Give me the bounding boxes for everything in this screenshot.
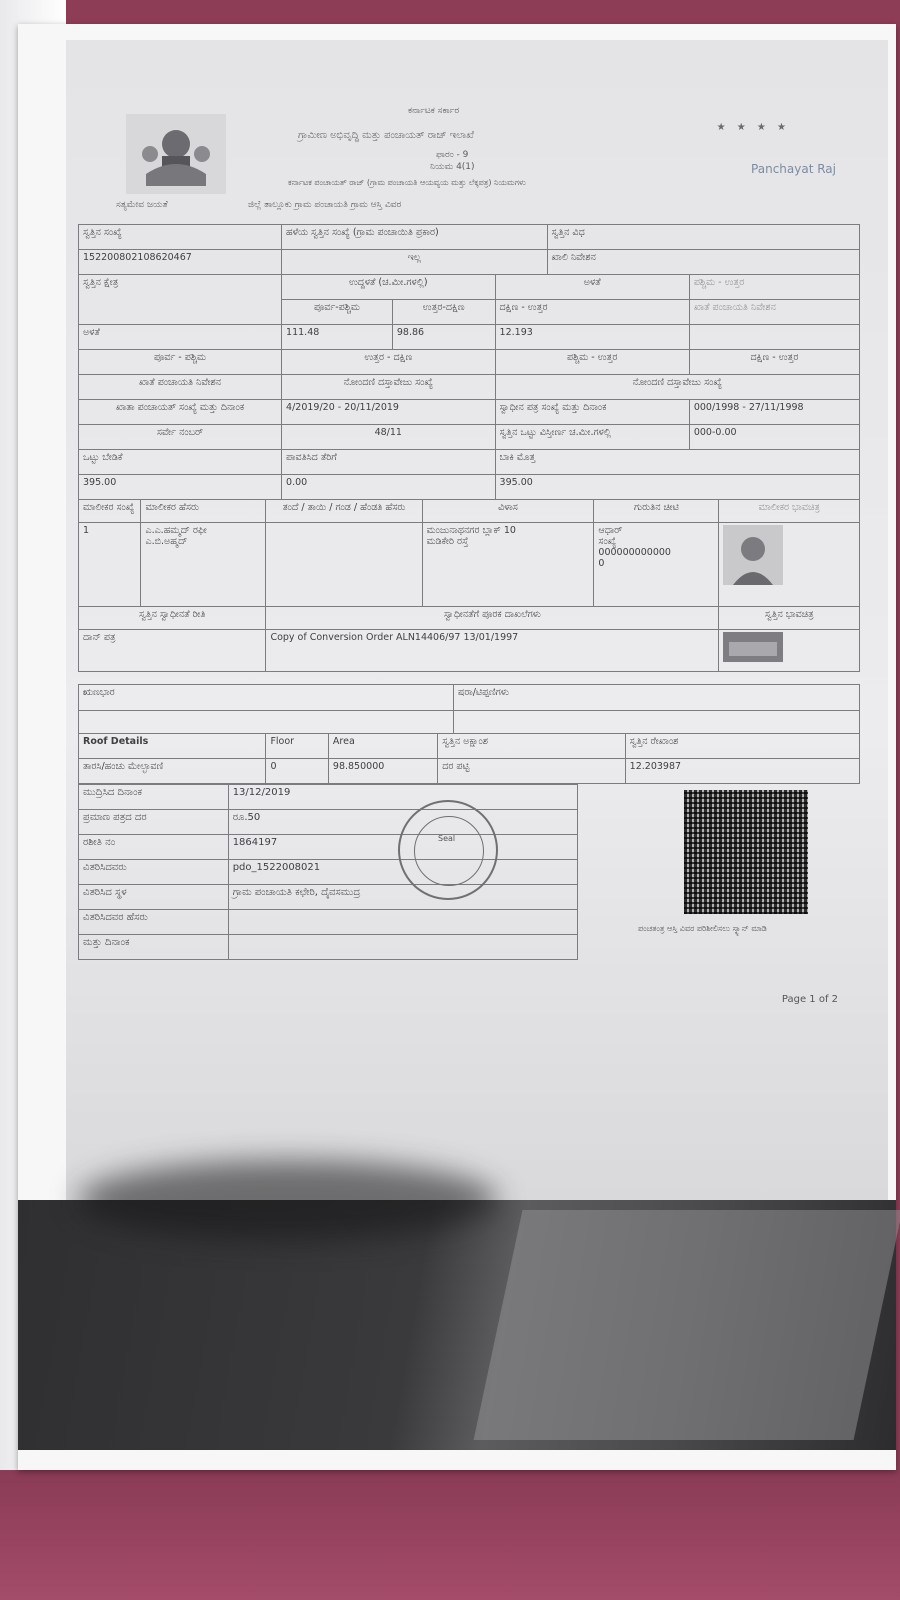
state-emblem-icon [126,114,226,194]
fee-label: ಪ್ರಮಾಣ ಪತ್ರದ ದರ [79,810,229,835]
owner-address: ಮಂಜುನಾಥನಗರ ಬ್ಲಾಕ್ 10 ಮಡಿಕೇರಿ ರಸ್ತೆ [422,523,594,607]
balance-value: 395.00 [495,475,859,500]
east-west-label: ಪೂರ್ವ - ಪಶ್ಚಿಮ [79,350,282,375]
header-line-5: ಕರ್ನಾಟಕ ಪಂಚಾಯತ್ ರಾಜ್ (ಗ್ರಾಮ ಪಂಚಾಯತಿ ಆಯವ್ಯಯ ಮತ್ತು ಲೆಕ್ಕಪತ್ರ) ನಿಯಮಗಳು [288,178,526,187]
reg-date-label: ಖಾತಾ ಪಂಚಾಯತ್ ಸಂಖ್ಯೆ ಮತ್ತು ದಿನಾಂಕ [79,400,282,425]
owner-addr-label: ವಿಳಾಸ [422,500,594,523]
acq-doc-label: ಸ್ವಾಧೀನತೆಗೆ ಪೂರಕ ದಾಖಲೆಗಳು [266,607,719,630]
acquisition-table [78,606,860,672]
area-value-2: 98.850000 [328,759,437,784]
acq-label: ಸ್ವತ್ತಿನ ಸ್ವಾಧೀನತೆ ರೀತಿ [79,607,266,630]
background-bottom [0,1470,900,1600]
floor-value: 0 [266,759,328,784]
dark-foreground-area [18,1200,896,1450]
roof-long-label: ಸ್ವತ್ತಿನ ರೇಖಾಂಶ [625,734,859,759]
official-seal [398,800,498,900]
property-no-label: ಸ್ವತ್ತಿನ ಸಂಖ್ಯೆ [79,225,282,250]
header-stars: ★ ★ ★ ★ [716,122,790,133]
qr-caption: ಪಂಚತಂತ್ರ ಆಸ್ತಿ ವಿವರ ಪರಿಶೀಲಿಸಲು ಸ್ಕ್ಯಾನ್ ಮಾಡಿ [638,924,767,933]
panchayat-raj-logo: Panchayat Raj [751,162,836,176]
owner-name: ಎ.ಎ.ಹಮ್ಮದ್ ರಫೀ ಎ.ಬಿ.ಅಹ್ಮದ್ [141,523,266,607]
place-label: ವಿತರಿಸಿದ ಸ್ಥಳ [79,885,229,910]
roof-lat-label: ಸ್ವತ್ತಿನ ಅಕ್ಷಾಂಶ [438,734,625,759]
header-line-3: ಫಾರಂ - 9 [436,150,469,160]
property-area-label: ಸ್ವತ್ತಿನ ಕ್ಷೇತ್ರ [79,275,282,325]
place-value: ಗ್ರಾಮ ಪಂಚಾಯತಿ ಕಛೇರಿ, ದೈವಸಮುದ್ರ [228,885,577,910]
old-property-no-value: ಇಲ್ಲ [282,250,548,275]
paid-label: ಪಾವತಿಸಿದ ತೆರಿಗೆ [282,450,496,475]
registered-label: ನೋಂದಣಿ ದಸ್ತಾವೇಜು ಸಂಖ್ಯೆ [282,375,496,400]
katha-label: ಖಾತೆ ಪಂಚಾಯತಿ ನಿವೇಶನ [689,300,859,325]
floor-label: Floor [266,734,328,759]
header-line-1: ಕರ್ನಾಟಕ ಸರ್ಕಾರ [408,106,460,116]
property-certificate [78,92,860,1005]
date-value [228,935,577,960]
reg-date-value: 4/2019/20 - 20/11/2019 [282,400,496,425]
owner-no: 1 [79,523,141,607]
owner-photo-icon [723,525,783,585]
qr-code-icon [684,790,808,914]
tax-label: ಒಟ್ಟು ಬೇಡಿಕೆ [79,450,282,475]
area-row-label: ಅಳತೆ [79,325,282,350]
owner-id-label: ಗುರುತಿನ ಚೀಟಿ [594,500,719,523]
remarks-label: ಋಣಭಾರ [79,685,454,711]
issue-table [78,784,578,960]
sale-value: 000/1998 - 27/11/1998 [689,400,859,425]
fee-value: ರೂ.50 [228,810,577,835]
dim-ew-label: ಪೂರ್ವ-ಪಶ್ಚಿಮ [282,300,393,325]
doc-value: Copy of Conversion Order ALN14406/97 13/01/1997 [266,630,719,672]
old-property-no-label: ಹಳೆಯ ಸ್ವತ್ತಿನ ಸಂಖ್ಯೆ (ಗ್ರಾಮ ಪಂಚಾಯಿತಿ ಪ್ರಕಾರ) [282,225,548,250]
seal-inner-ring [414,816,484,886]
south-label: ದಕ್ಷಿಣ - ಉತ್ತರ [495,300,689,325]
date-label: ಮತ್ತು ದಿನಾಂಕ [79,935,229,960]
issue-details [78,784,860,1005]
owner-photo-label: ಮಾಲೀಕರ ಭಾವಚಿತ್ರ [719,500,860,523]
area-unit-label: ಅಳತೆ [495,275,689,300]
header-line-6: ಜಿಲ್ಲೆ ತಾಲ್ಲೂಕು ಗ್ರಾಮ ಪಂಚಾಯತಿ ಗ್ರಾಮ ಆಸ್ತಿ ವಿವರ [248,200,402,210]
owner-table [78,499,860,607]
south-label-2: ದಕ್ಷಿಣ - ಉತ್ತರ [689,350,859,375]
receipt-value: 1864197 [228,835,577,860]
north-south-label: ಉತ್ತರ - ದಕ್ಷಿಣ [282,350,496,375]
survey-label: ಸರ್ವೇ ನಂಬರ್ [79,425,282,450]
printed-date-value: 13/12/2019 [228,785,577,810]
area-label: Area [328,734,437,759]
property-type-label: ಸ್ವತ್ತಿನ ವಿಧ [547,225,859,250]
page-number: Page 1 of 2 [781,994,838,1005]
dim-ns-label: ಉತ್ತರ-ದಕ್ಷಿಣ [392,300,495,325]
sale-label: ಸ್ವಾಧೀನ ಪತ್ರ ಸಂಖ್ಯೆ ಮತ್ತು ದಿನಾಂಕ [495,400,689,425]
issuer-name-value [228,910,577,935]
doc-label: ದಾನ್ ಪತ್ರ [79,630,266,672]
owner-rel-label: ತಂದೆ / ತಾಯಿ / ಗಂಡ / ಹೆಂಡತಿ ಹೆಸರು [266,500,422,523]
acq-photo-label: ಸ್ವತ್ತಿನ ಭಾವಚಿತ್ರ [719,607,860,630]
header-line-2: ಗ್ರಾಮೀಣ ಅಭಿವೃದ್ಧಿ ಮತ್ತು ಪಂಚಾಯತ್ ರಾಜ್ ಇಲಾಖೆ [298,130,474,141]
notes-label: ಷರಾ/ಟಿಪ್ಪಣಿಗಳು [453,685,859,711]
roof-label: Roof Details [79,734,266,759]
sq-label: ಸ್ವತ್ತಿನ ಒಟ್ಟು ವಿಸ್ತೀರ್ಣ ಚ.ಮೀ.ಗಳಲ್ಲಿ [495,425,689,450]
issuer-name-label: ವಿತರಿಸಿದವರ ಹೆಸರು [79,910,229,935]
property-photo-icon [723,632,783,662]
coord-value: 12.203987 [625,759,859,784]
notes-value [453,711,859,734]
remarks-value [79,711,454,734]
area-value: 12.193 [495,325,689,350]
ns-value: 98.86 [392,325,495,350]
roof-table [78,733,860,784]
sq-value: 000-0.00 [689,425,859,450]
property-type-value: ಖಾಲಿ ನಿವೇಶನ [547,250,859,275]
owner-photo [719,523,860,607]
tax-value: 395.00 [79,475,282,500]
empty-cell [689,325,859,350]
paid-value: 0.00 [282,475,496,500]
remarks-table [78,684,860,734]
road-label-2: ಪಶ್ಚಿಮ - ಉತ್ತರ [495,350,689,375]
roof-other: ದರ ಪಟ್ಟಿ [438,759,625,784]
dims-label: ಉದ್ದಳತೆ (ಚ.ಮೀ.ಗಳಲ್ಲಿ) [282,275,496,300]
property-details-table [78,224,860,500]
light-patch [474,1210,900,1440]
issuer-value: pdo_1522008021 [228,860,577,885]
issuer-label: ವಿತರಿಸಿದವರು [79,860,229,885]
road-label: ಪಶ್ಚಿಮ - ಉತ್ತರ [689,275,859,300]
survey-value: 48/11 [282,425,496,450]
owner-name-label: ಮಾಲೀಕರ ಹೆಸರು [141,500,266,523]
emblem-caption: ಸತ್ಯಮೇವ ಜಯತೆ [116,200,168,210]
balance-label: ಬಾಕಿ ಮೊತ್ತ [495,450,859,475]
header-line-4: ನಿಯಮ 4(1) [430,162,475,172]
certificate-header [78,92,860,224]
owner-id: ಆಧಾರ್ ಸಂಖ್ಯೆ 000000000000 0 [594,523,719,607]
roof-type: ತಾರಸಿ/ಹಂಚು ಮೇಲ್ಛಾವಣಿ [79,759,266,784]
owner-no-label: ಮಾಲೀಕರ ಸಂಖ್ಯೆ [79,500,141,523]
ew-value: 111.48 [282,325,393,350]
seal-text: Seal [438,834,456,843]
printed-date-label: ಮುದ್ರಿಸಿದ ದಿನಾಂಕ [79,785,229,810]
receipt-label: ರಶೀತಿ ನಂ [79,835,229,860]
katha-row-label: ಖಾತೆ ಪಂಚಾಯತಿ ನಿವೇಶನ [79,375,282,400]
owner-rel [266,523,422,607]
registered-value: ನೋಂದಣಿ ದಸ್ತಾವೇಜು ಸಂಖ್ಯೆ [495,375,859,400]
property-no-value: 152200802108620467 [79,250,282,275]
property-photo [719,630,860,672]
shadow [78,1160,498,1240]
